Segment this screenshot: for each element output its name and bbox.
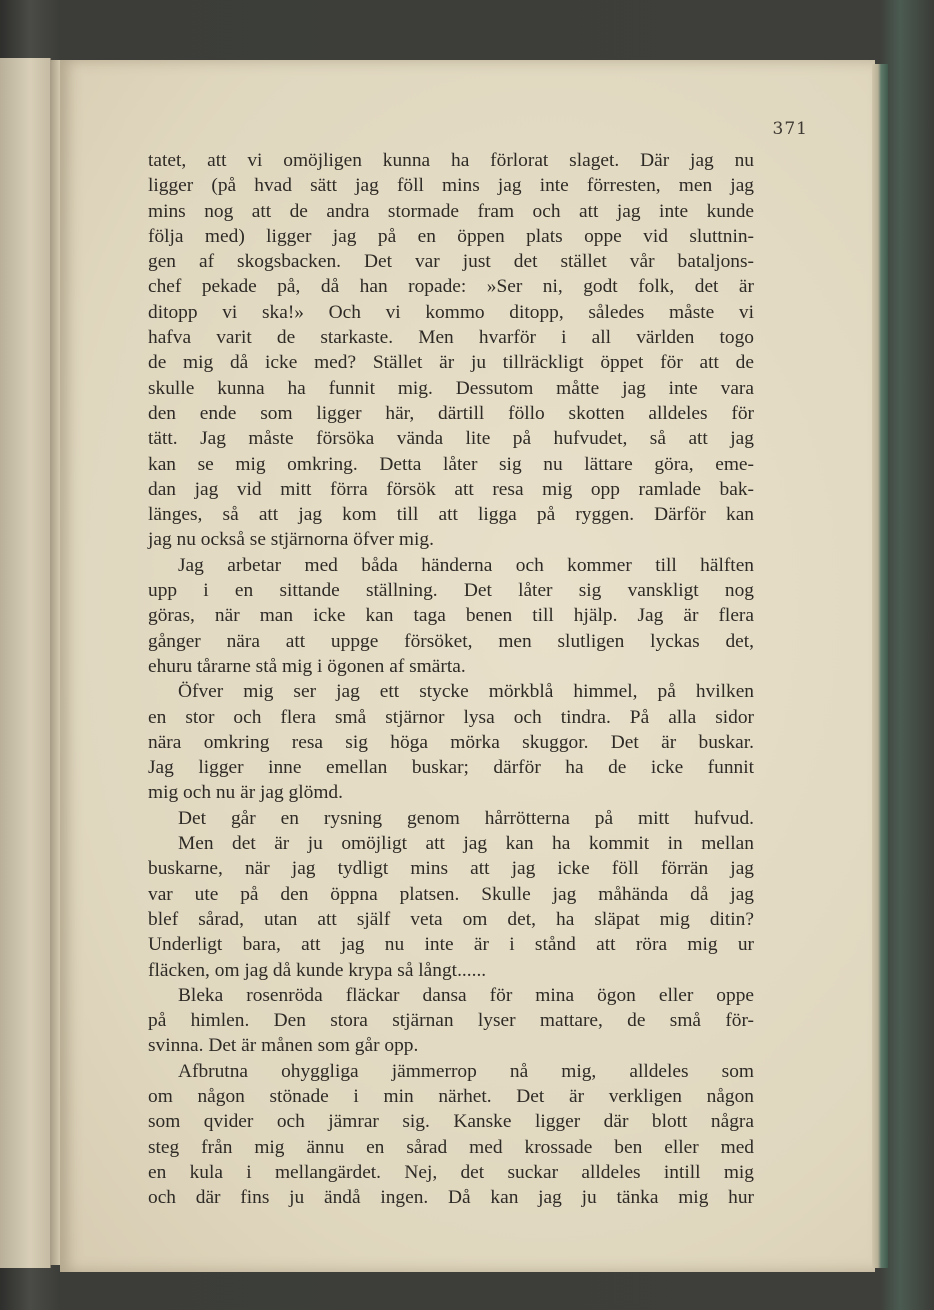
text-line: följa med) ligger jag på en öppen plats oppe vid sluttnin-	[148, 225, 754, 247]
text-line: hafva varit de starkaste. Men hvarför i all världen togo	[148, 327, 754, 349]
text-line: ehuru tårarne stå mig i ögonen af smärta.	[148, 655, 466, 677]
text-line: tatet, att vi omöjligen kunna ha förlorat slaget. Där jag nu	[148, 150, 754, 171]
text-line: Det går en rysning genom hårrötterna på mitt hufvud.	[178, 807, 754, 829]
text-line: en kula i mellangärdet. Nej, det suckar alldeles intill mig	[148, 1161, 754, 1183]
body-text	[148, 148, 754, 1210]
text-line: buskarne, när jag tydligt mins att jag icke föll förrän jag	[148, 858, 754, 880]
text-line: mig och nu är jag glömd.	[148, 782, 343, 804]
text-line: Öfver mig ser jag ett stycke mörkblå himmel, på hvilken	[178, 681, 754, 703]
text-line: tätt. Jag måste försöka vända lite på hufvudet, så att jag	[148, 428, 754, 450]
text-line: svinna. Det är månen som går opp.	[148, 1035, 419, 1057]
text-line: och där fins ju ändå ingen. Då kan jag ju tänka mig hur	[148, 1187, 754, 1209]
text-line: jag nu också se stjärnorna öfver mig.	[148, 529, 434, 551]
text-line: ditopp vi ska!» Och vi kommo ditopp, således måste vi	[148, 301, 754, 323]
text-line: mins nog att de andra stormade fram och att jag inte kunde	[148, 200, 754, 222]
text-line: de mig då icke med? Stället är ju tillräckligt öppet för att de	[148, 352, 754, 374]
text-line: kan se mig omkring. Detta låter sig nu lättare göra, eme-	[148, 453, 754, 475]
page-number: 371	[772, 119, 808, 139]
text-line: blef sårad, utan att själf veta om det, ha släpat mig ditin?	[148, 908, 754, 930]
text-line: steg från mig ännu en sårad med krossade ben eller med	[148, 1136, 754, 1158]
text-line: göras, när man icke kan taga benen till hjälp. Jag är flera	[148, 605, 754, 627]
text-line: upp i en sittande ställning. Det låter sig vanskligt nog	[148, 580, 754, 602]
text-line: Bleka rosenröda fläckar dansa för mina ögon eller oppe	[178, 984, 754, 1006]
text-line: gånger nära att uppge försöket, men slutligen lyckas det,	[148, 630, 754, 652]
text-line: fläcken, om jag då kunde krypa så långt......	[148, 959, 487, 981]
text-line: chef pekade på, då han ropade: »Ser ni, godt folk, det är	[148, 276, 754, 298]
page-stack-edge	[872, 64, 888, 1268]
text-line: skulle kunna ha funnit mig. Dessutom måtte jag inte vara	[148, 377, 754, 399]
text-line: gen af skogsbacken. Det var just det stället vår bataljons-	[148, 251, 754, 273]
text-line: om någon stönade i min närhet. Det är verkligen någon	[148, 1085, 754, 1107]
text-line: var ute på den öppna platsen. Skulle jag måhända då jag	[148, 883, 754, 905]
left-page-edge	[0, 58, 51, 1268]
text-line: Underligt bara, att jag nu inte är i stånd att röra mig ur	[148, 934, 754, 956]
text-line: på himlen. Den stora stjärnan lyser mattare, de små för-	[148, 1010, 754, 1032]
text-line: Afbrutna ohyggliga jämmerrop nå mig, alldeles som	[178, 1060, 754, 1082]
text-line: som qvider och jämrar sig. Kanske ligger där blott några	[148, 1111, 754, 1133]
text-line: Jag ligger inne emellan buskar; därför ha de icke funnit	[148, 757, 754, 779]
text-line: dan jag vid mitt förra försök att resa mig opp ramlade bak-	[148, 478, 754, 500]
text-line: nära omkring resa sig höga mörka skuggor. Det är buskar.	[148, 731, 754, 753]
text-line: länges, så att jag kom till att ligga på ryggen. Därför kan	[148, 504, 754, 526]
text-line: den ende som ligger här, därtill föllo skotten alldeles för	[148, 402, 754, 424]
text-line: en stor och flera små stjärnor lysa och tindra. På alla sidor	[148, 706, 754, 728]
text-line: Jag arbetar med båda händerna och kommer till hälften	[178, 554, 754, 576]
text-line: Men det är ju omöjligt att jag kan ha kommit in mellan	[178, 833, 754, 855]
text-line: ligger (på hvad sätt jag föll mins jag inte förresten, men jag	[148, 175, 754, 197]
